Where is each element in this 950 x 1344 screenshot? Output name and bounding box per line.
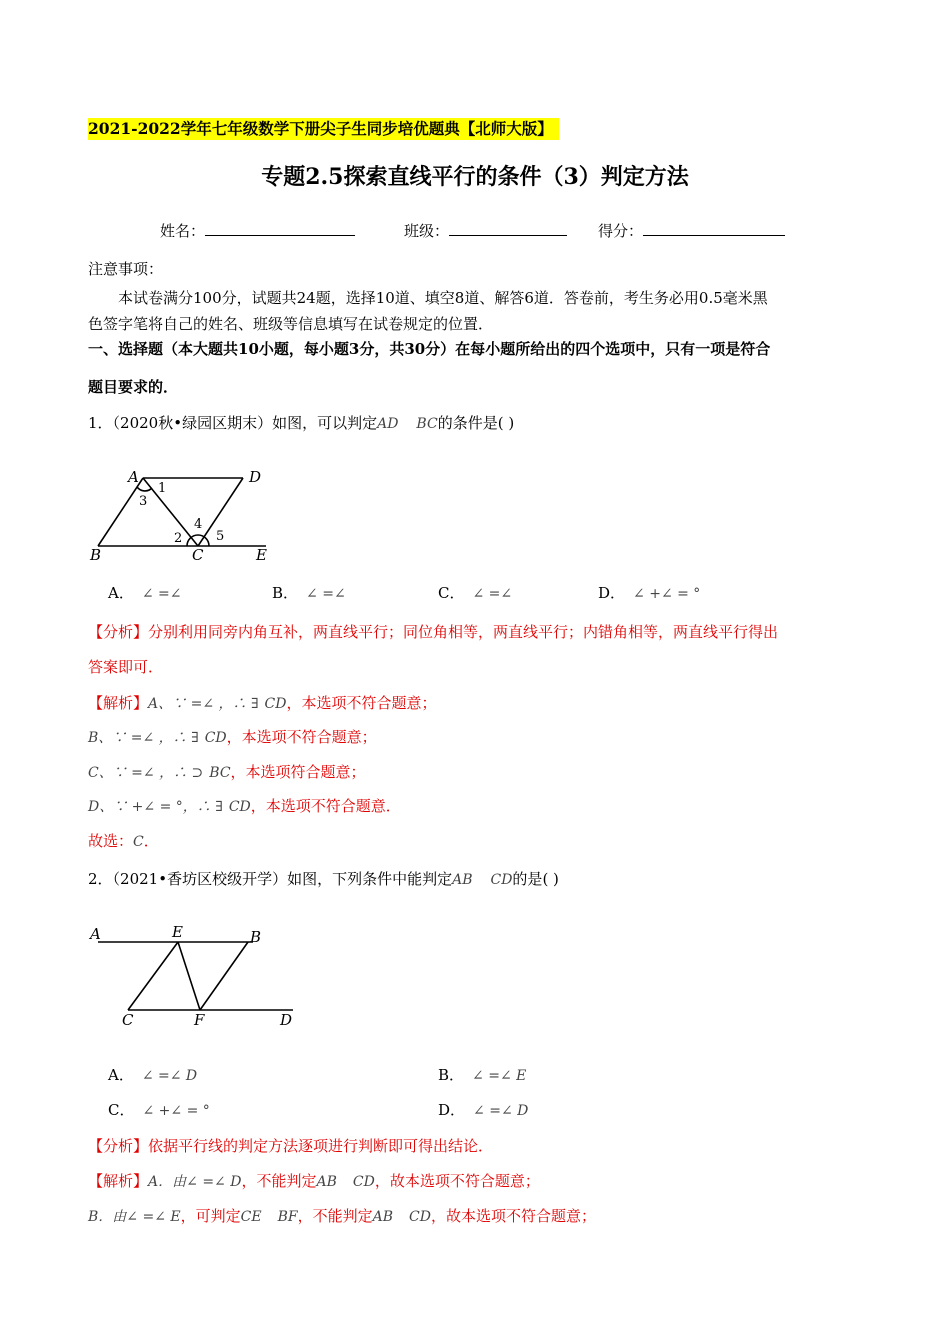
q2-analysis-text: 依据平行线的判定方法逐项进行判断即可得出结论． [148, 1137, 494, 1155]
q1-sol-c-text: ，本选项符合题意； [230, 763, 366, 781]
q1-sol-b-mid: 、∵ =∠ ，∴ ∃ [98, 730, 199, 746]
q2-option-d[interactable] [438, 1099, 528, 1122]
notice-heading: 注意事项： [88, 260, 164, 278]
q2-option-a-expr: ∠ =∠ D [141, 1068, 198, 1084]
class-blank[interactable] [449, 221, 567, 236]
q2-sol-b-mid: ．由∠ =∠ E [98, 1209, 181, 1225]
q1-analysis-line-1 [88, 621, 778, 643]
q1-sol-b-seg: CD [204, 730, 227, 746]
q1-solution-tag: 【解析】 [88, 694, 149, 712]
q2-option-c[interactable] [108, 1099, 210, 1122]
q2-sol-a-text2: ，故本选项不符合题意； [374, 1172, 540, 1190]
q2-sol-b-text2: ，不能判定 [297, 1207, 373, 1225]
q2-seg-ab: AB [452, 872, 473, 888]
q2-label-a: A [90, 925, 101, 943]
q2-line-ef [178, 942, 200, 1010]
q1-sol-c-seg: BC [209, 765, 231, 781]
q1-label-a: A [128, 468, 139, 486]
page-title: 专题2.5探索直线平行的条件（3）判定方法 [261, 164, 689, 190]
q2-sol-b-text1: ，可判定 [180, 1207, 241, 1225]
q1-answer [88, 830, 159, 853]
q1-line-ab [98, 478, 143, 546]
q1-label-b: B [90, 546, 102, 564]
q1-option-c-expr: ∠ =∠ [472, 586, 513, 602]
q1-label-c: C [192, 546, 204, 564]
q1-solution-a [88, 692, 437, 715]
q1-option-c-label: C． [438, 584, 465, 602]
q1-label-d: D [249, 468, 262, 486]
q1-option-c[interactable] [438, 582, 512, 605]
q1-sol-a-seg: CD [264, 696, 287, 712]
q1-sol-a-mid: 、∵ =∠ ，∴ ∃ [158, 696, 259, 712]
q2-paren: ( ) [542, 870, 559, 888]
q2-solution-tag: 【解析】 [88, 1172, 149, 1190]
name-blank[interactable] [205, 221, 355, 236]
section-heading-line-1: 一、选择题（本大题共10小题，每小题3分，共30分）在每小题所给出的四个选项中，只有一项是符合 [88, 340, 771, 358]
q1-angle-1: 1 [158, 481, 167, 496]
q1-stem-prefix: 1．（2020秋•绿园区期末）如图，可以判定 [88, 414, 378, 432]
q2-label-e: E [172, 923, 183, 941]
q2-sol-b-pre: B [88, 1209, 99, 1225]
q2-stem-suffix: 的是 [512, 870, 543, 888]
q2-stem [88, 868, 559, 891]
q1-sol-b-pre: B [88, 730, 99, 746]
q2-option-d-expr: ∠ =∠ D [473, 1103, 529, 1119]
q1-option-b-label: B． [272, 584, 299, 602]
q2-figure [88, 922, 308, 1032]
q1-figure [88, 464, 278, 564]
q1-sol-d-pre: D [88, 799, 100, 815]
q1-angle-4: 4 [194, 517, 203, 532]
name-field[interactable] [160, 220, 355, 241]
q2-analysis-tag: 【分析】 [88, 1137, 149, 1155]
q1-paren: ( ) [497, 414, 515, 432]
name-label: 姓名： [160, 222, 206, 240]
q2-stem-prefix: 2．（2021•香坊区校级开学）如图，下列条件中能判定 [88, 870, 453, 888]
q2-sol-a-seg1: AB [316, 1174, 337, 1190]
q1-option-a-label: A． [108, 584, 134, 602]
section-heading-line-2: 题目要求的． [88, 378, 179, 396]
q2-option-a-label: A． [108, 1066, 134, 1084]
q2-label-f: F [194, 1011, 205, 1029]
q1-sol-b-text: ，本选项不符合题意； [226, 728, 377, 746]
q2-label-d: D [280, 1011, 293, 1029]
q2-option-b-label: B． [438, 1066, 465, 1084]
q1-option-b[interactable] [272, 582, 346, 605]
score-blank[interactable] [643, 221, 785, 236]
q2-sol-b-text3: ，故本选项不符合题意； [430, 1207, 596, 1225]
q2-option-c-label: C． [108, 1101, 135, 1119]
q1-angle-5: 5 [216, 529, 225, 544]
class-label: 班级： [404, 222, 450, 240]
q1-solution-b [88, 726, 377, 749]
q2-solution-b [88, 1205, 596, 1228]
q2-option-b[interactable] [438, 1064, 526, 1087]
q2-option-b-expr: ∠ =∠ E [472, 1068, 527, 1084]
q2-sol-a-text1: ，不能判定 [241, 1172, 317, 1190]
q1-solution-c [88, 761, 366, 784]
q2-sol-b-seg3: AB [372, 1209, 393, 1225]
q2-line-ec [128, 942, 178, 1010]
notice-line-2: 色签字笔将自己的姓名、班级等信息填写在试卷规定的位置． [88, 315, 494, 333]
q1-sol-a-text: ，本选项不符合题意； [286, 694, 437, 712]
q1-seg-ad: AD [377, 416, 399, 432]
q2-sol-b-seg4: CD [409, 1209, 431, 1225]
q1-solution-d [88, 795, 401, 818]
q1-angle-3: 3 [139, 494, 148, 509]
q2-solution-a [88, 1170, 540, 1193]
score-field[interactable] [598, 220, 785, 241]
q2-option-c-expr: ∠ +∠ = ° [142, 1103, 210, 1119]
q1-sol-d-seg: CD [228, 799, 251, 815]
q1-analysis-line-2: 答案即可． [88, 658, 164, 676]
q1-option-a-expr: ∠ =∠ [141, 586, 182, 602]
score-label: 得分： [598, 222, 644, 240]
q1-option-d-expr: ∠ +∠ = ° [633, 586, 701, 602]
q1-label-e: E [256, 546, 267, 564]
q2-option-a[interactable] [108, 1064, 197, 1087]
q1-option-b-expr: ∠ =∠ [306, 586, 346, 602]
q2-sol-a-pre: A [148, 1174, 159, 1190]
q1-option-d[interactable] [598, 582, 700, 605]
q1-sol-d-text: ，本选项不符合题意． [250, 797, 401, 815]
q2-sol-a-mid: ．由∠ =∠ D [158, 1174, 242, 1190]
q2-sol-b-seg1: CE [240, 1209, 262, 1225]
q1-sol-a-pre: A [148, 696, 159, 712]
q1-analysis-text: 分别利用同旁内角互补，两直线平行；同位角相等，两直线平行；内错角相等，两直线平行得出 [148, 623, 779, 641]
document-banner: 2021-2022学年七年级数学下册尖子生同步培优题典【北师大版】 [88, 118, 559, 140]
class-field[interactable] [404, 220, 567, 241]
q1-option-a[interactable] [108, 582, 182, 605]
q2-sol-a-seg2: CD [352, 1174, 375, 1190]
q1-stem-suffix: 的条件是 [437, 414, 498, 432]
q1-sol-c-mid: 、∵ =∠ ，∴ ⊃ [98, 765, 204, 781]
q1-angle-2: 2 [174, 531, 183, 546]
q2-analysis [88, 1135, 493, 1157]
q1-stem [88, 412, 514, 435]
q2-sol-b-seg2: BF [277, 1209, 298, 1225]
q1-analysis-tag: 【分析】 [88, 623, 149, 641]
q1-answer-suffix: ． [143, 832, 159, 850]
q1-seg-bc: BC [416, 416, 438, 432]
q1-sol-c-pre: C [88, 765, 99, 781]
q2-line-bf [200, 942, 248, 1010]
q2-label-b: B [250, 928, 262, 946]
q1-answer-prefix: 故选： [88, 832, 134, 850]
q2-seg-cd: CD [490, 872, 513, 888]
q1-option-d-label: D． [598, 584, 626, 602]
q1-answer-value: C [133, 834, 144, 850]
q1-sol-d-mid: 、∵ +∠ = °，∴ ∃ [99, 799, 223, 815]
q2-option-d-label: D． [438, 1101, 466, 1119]
notice-line-1: 本试卷满分100分，试题共24题，选择10道、填空8道、解答6道．答卷前，考生务必用0.5毫米黑 [118, 289, 768, 307]
q2-label-c: C [122, 1011, 134, 1029]
